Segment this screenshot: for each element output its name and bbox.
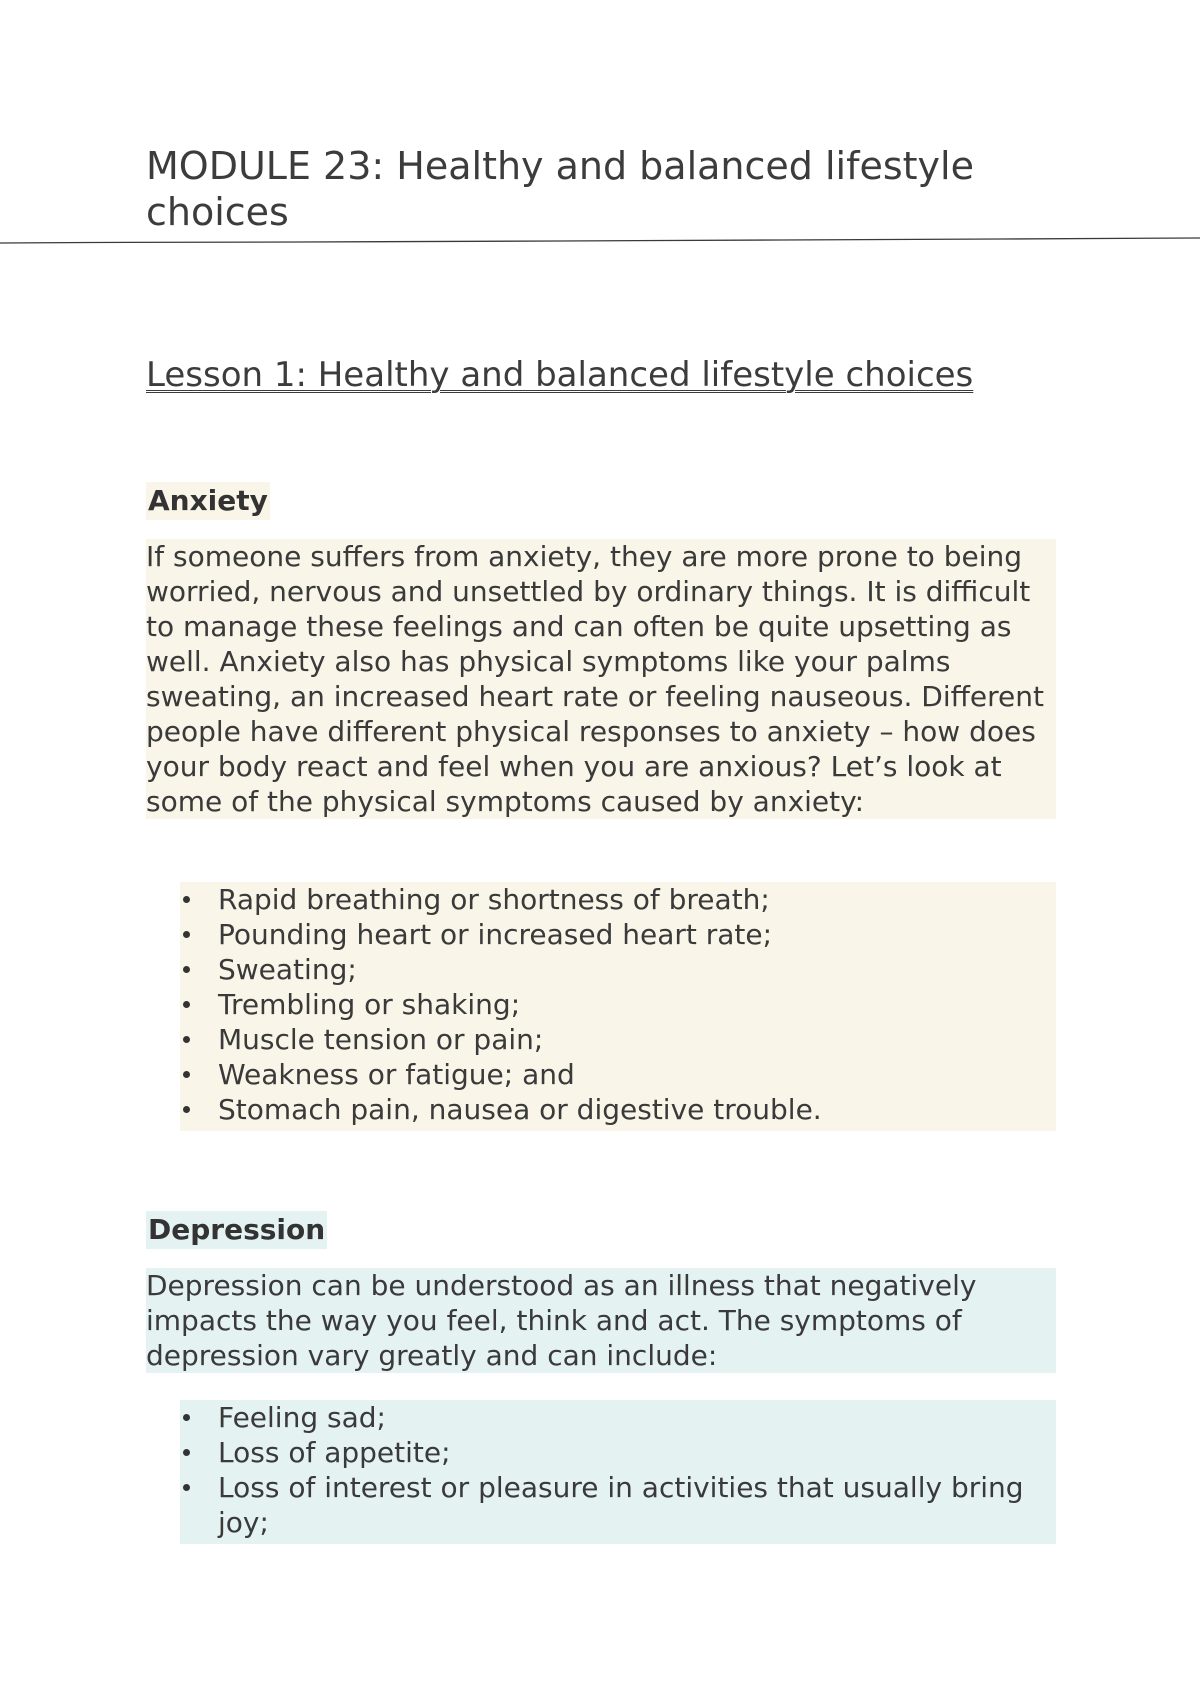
list-item <box>180 1057 1056 1092</box>
list-item-text: Trembling or shaking; <box>218 988 521 1021</box>
list-item-text: Rapid breathing or shortness of breath; <box>218 883 770 916</box>
list-item <box>180 1400 1056 1435</box>
list-item <box>180 917 1056 952</box>
list-item <box>180 952 1056 987</box>
bullet-icon <box>183 1001 190 1008</box>
list-item-text: Feeling sad; <box>218 1401 386 1434</box>
list-item <box>180 882 1056 917</box>
list-item <box>180 1092 1056 1127</box>
anxiety-heading: Anxiety <box>146 482 270 520</box>
list-item <box>180 987 1056 1022</box>
depression-symptom-list <box>180 1400 1056 1544</box>
bullet-icon <box>183 1414 190 1421</box>
module-title: MODULE 23: Healthy and balanced lifestyle choices <box>146 144 974 234</box>
list-item-text: Muscle tension or pain; <box>218 1023 544 1056</box>
bullet-icon <box>183 1106 190 1113</box>
bullet-icon <box>183 1036 190 1043</box>
list-item-text: Weakness or fatigue; and <box>218 1058 575 1091</box>
bullet-icon <box>183 896 190 903</box>
list-item-text: Pounding heart or increased heart rate; <box>218 918 773 951</box>
lesson-title: Lesson 1: Healthy and balanced lifestyle choices <box>146 355 974 395</box>
bullet-icon <box>183 931 190 938</box>
depression-paragraph: Depression can be understood as an illness that negatively impacts the way you feel, think and act. The symptoms of depression vary greatly and can include: <box>146 1268 1056 1373</box>
list-item-text: Stomach pain, nausea or digestive trouble. <box>218 1093 822 1126</box>
anxiety-paragraph: If someone suffers from anxiety, they are more prone to being worried, nervous and unsettled by ordinary things. It is difficult to manage these feelings and can often be quite upsetting as well. Anxiety also has physical symptoms like your palms sweating, an increased heart rate or feeling nauseous. Different people have different physical responses to anxiety – how does your body react and feel when you are anxious? Let’s look at some of the physical symptoms caused by anxiety: <box>146 539 1056 819</box>
bullet-icon <box>183 966 190 973</box>
anxiety-symptom-list <box>180 882 1056 1131</box>
list-item <box>180 1470 1056 1540</box>
bullet-icon <box>183 1071 190 1078</box>
list-item <box>180 1435 1056 1470</box>
bullet-icon <box>183 1449 190 1456</box>
list-item-text: Loss of appetite; <box>218 1436 451 1469</box>
depression-heading: Depression <box>146 1211 327 1249</box>
bullet-icon <box>183 1484 190 1491</box>
list-item-text: Loss of interest or pleasure in activities that usually bring joy; <box>218 1471 1024 1539</box>
list-item <box>180 1022 1056 1057</box>
list-item-text: Sweating; <box>218 953 357 986</box>
title-divider <box>0 235 1200 245</box>
